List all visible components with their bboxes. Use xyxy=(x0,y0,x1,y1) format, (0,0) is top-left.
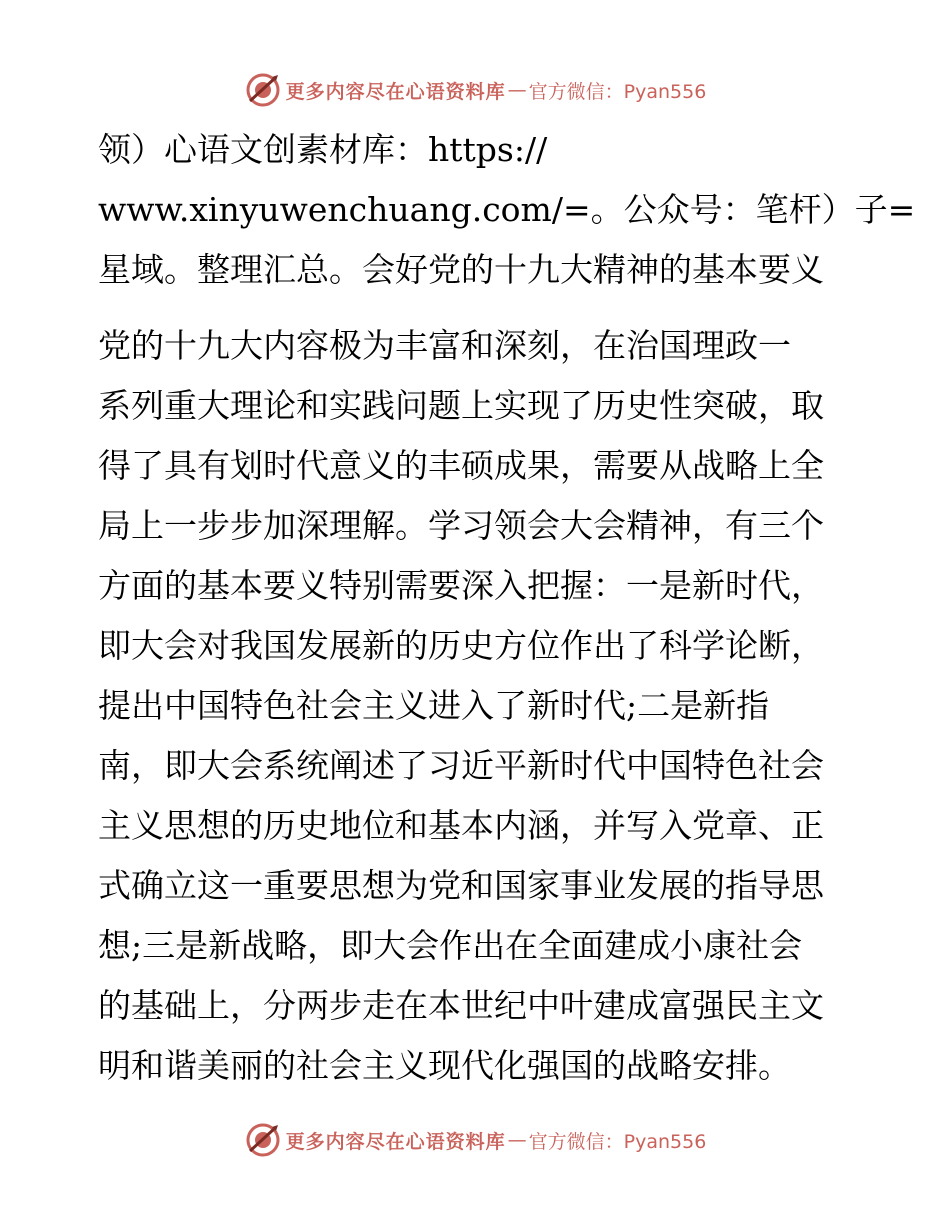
header-banner-text: 更多内容尽在心语资料库 xyxy=(285,80,506,103)
intro-line: 星域。整理汇总。会好党的十九大精神的基本要义 xyxy=(98,250,824,289)
body-line: 即大会对我国发展新的历史方位作出了科学论断， xyxy=(98,626,824,665)
logo-icon xyxy=(244,71,282,109)
footer-contact: 官方微信：Pyan556 xyxy=(528,1130,707,1153)
body-line: 明和谐美丽的社会主义现代化强国的战略安排。 xyxy=(98,1046,791,1085)
header-banner xyxy=(0,70,950,110)
header-contact: 官方微信：Pyan556 xyxy=(528,80,707,103)
logo-icon xyxy=(244,1121,282,1159)
footer-banner xyxy=(0,1120,950,1160)
intro-paragraph xyxy=(98,120,916,300)
body-line: 方面的基本要义特别需要深入把握：一是新时代， xyxy=(98,566,824,605)
intro-line: www.xinyuwenchuang.com/=。公众号：笔杆）子= xyxy=(98,190,916,229)
body-paragraph xyxy=(98,316,858,1096)
intro-line: 领）心语文创素材库：https:// xyxy=(98,130,548,169)
body-line: 主义思想的历史地位和基本内涵，并写入党章、正 xyxy=(98,806,824,845)
body-line: 式确立这一重要思想为党和国家事业发展的指导思 xyxy=(98,866,824,905)
footer-banner-separator: — xyxy=(507,1129,527,1151)
body-line: 局上一步步加深理解。学习领会大会精神，有三个 xyxy=(98,506,824,545)
body-line: 想;三是新战略，即大会作出在全面建成小康社会 xyxy=(98,926,803,965)
header-banner-separator: — xyxy=(507,79,527,101)
body-line: 系列重大理论和实践问题上实现了历史性突破，取 xyxy=(98,386,824,425)
body-line: 南，即大会系统阐述了习近平新时代中国特色社会 xyxy=(98,746,824,785)
body-line: 得了具有划时代意义的丰硕成果，需要从战略上全 xyxy=(98,446,824,485)
body-line: 的基础上，分两步走在本世纪中叶建成富强民主文 xyxy=(98,986,824,1025)
body-line: 提出中国特色社会主义进入了新时代;二是新指 xyxy=(98,686,770,725)
footer-banner-text: 更多内容尽在心语资料库 xyxy=(285,1130,506,1153)
body-line: 党的十九大内容极为丰富和深刻，在治国理政一 xyxy=(98,326,791,365)
